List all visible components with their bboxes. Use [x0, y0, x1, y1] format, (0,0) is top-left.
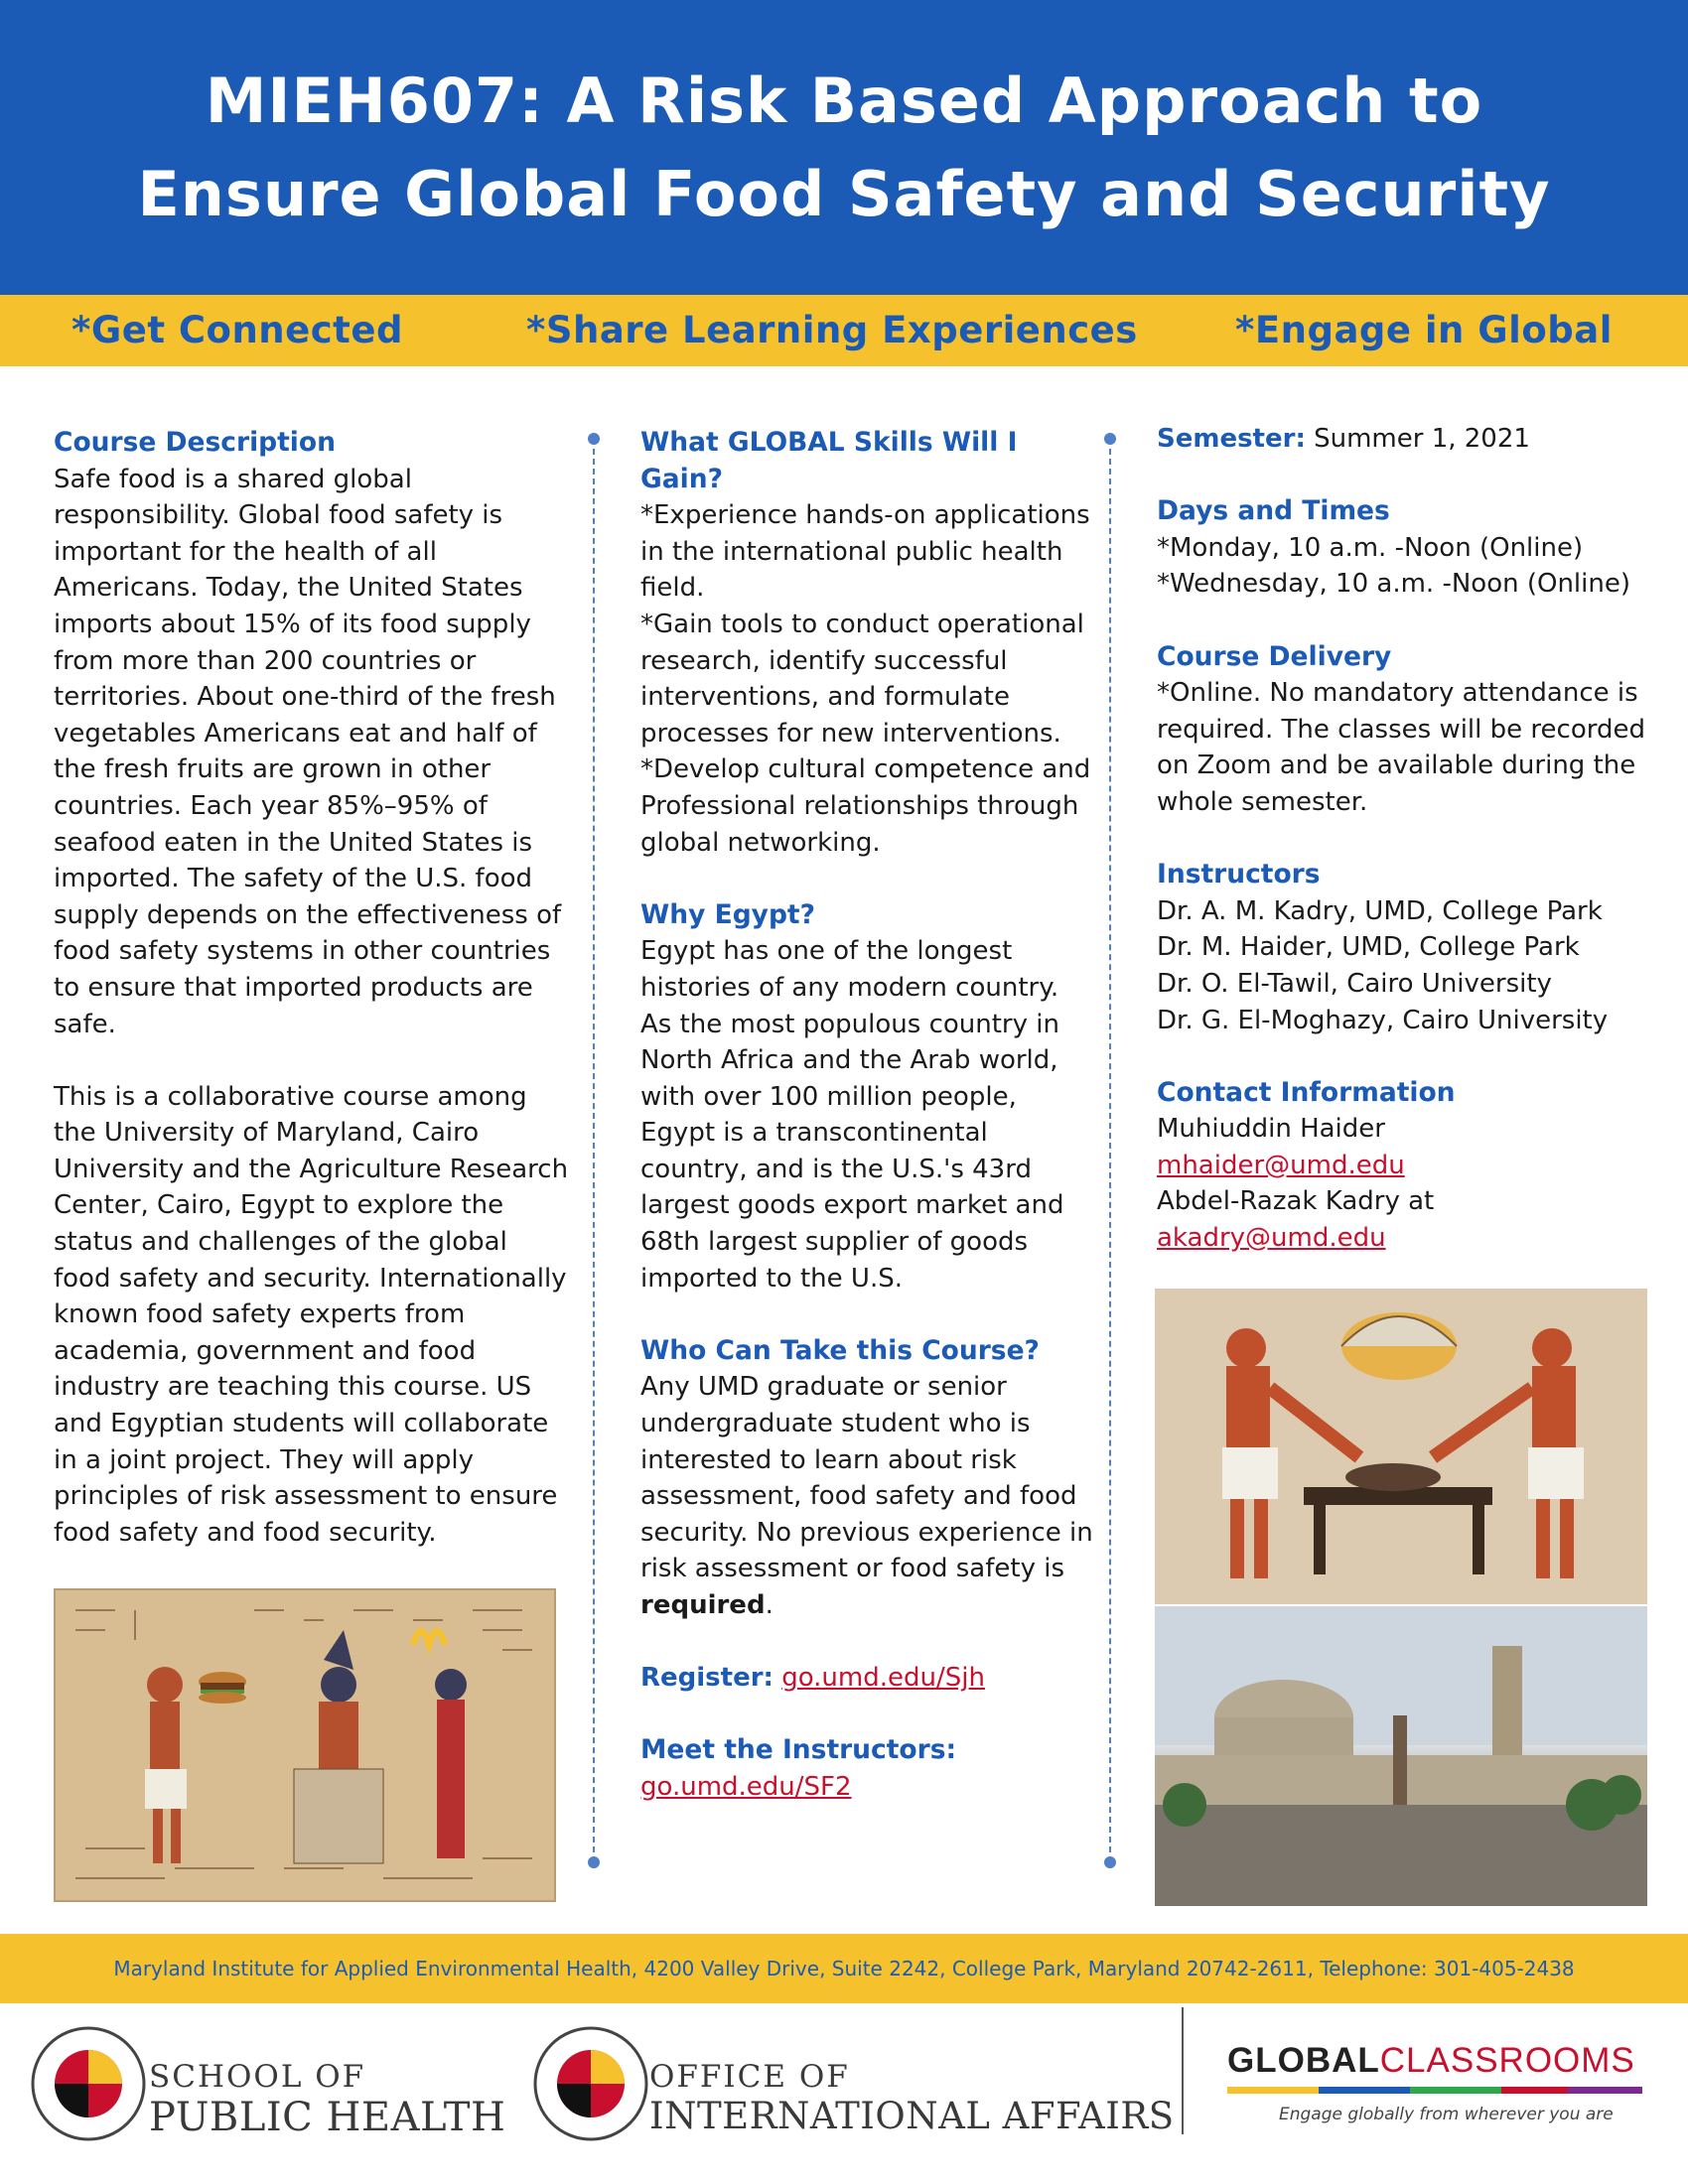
tagline-bar	[0, 295, 1688, 366]
column-logistics	[1157, 421, 1653, 1257]
egyptian-art-image	[54, 1588, 556, 1902]
why-egypt-text: Egypt has one of the longest histories of any modern country. As the most populous country in North Africa and the Arab world, with over 100 million people, Egypt is a transcontinental country, and is the U.S.'s 43rd largest goods export market and 68th largest supplier of goods imported to the U.S.	[640, 936, 1064, 1294]
semester-value: Summer 1, 2021	[1314, 424, 1530, 454]
meet-instructors-label: Meet the Instructors:	[640, 1734, 957, 1766]
umd-seal-icon	[30, 2025, 147, 2142]
register-line	[640, 1660, 1097, 1697]
days-times-item-2: *Wednesday, 10 a.m. -Noon (Online)	[1157, 569, 1631, 600]
who-can-take-period: .	[765, 1590, 774, 1620]
instructor-3: Dr. O. El-Tawil, Cairo University	[1157, 968, 1552, 999]
column-course-description	[54, 425, 570, 1551]
course-delivery-heading: Course Delivery	[1157, 640, 1392, 672]
oia-logo-line-1: OFFICE OF	[649, 2059, 850, 2095]
sph-logo-line-1: SCHOOL OF	[149, 2059, 366, 2095]
sph-logo-line-2: PUBLIC HEALTH	[149, 2095, 506, 2140]
skill-item-2: *Gain tools to conduct operational research, identify successful interventions, and formulate processes for new interventions.	[640, 609, 1084, 749]
course-description-para-1: Safe food is a shared global responsibility. Global food safety is important for the health of all Americans. Today, the United States imports about 15% of its food supply from more than 200 countries or territories. About one-third of the fresh vegetables Americans eat and half of the fresh fruits are grown in other countries. Each year 85%–95% of seafood eaten in the United States is imported. The safety of the U.S. food supply depends on the effectiveness of food safety systems in other countries to ensure that imported products are safe.	[54, 464, 562, 1039]
title-banner	[0, 0, 1688, 295]
campus-photo-icon	[1155, 1606, 1647, 1906]
contact-email-2[interactable]: akadry@umd.edu	[1157, 1223, 1386, 1254]
title-line-2: Ensure Global Food Safety and Security	[137, 157, 1551, 230]
contact-name-1: Muhiuddin Haider	[1157, 1114, 1385, 1145]
semester-line	[1157, 421, 1653, 458]
contact-email-1[interactable]: mhaider@umd.edu	[1157, 1150, 1405, 1180]
address-text: Maryland Institute for Applied Environmental Health, 4200 Valley Drive, Suite 2242, College Park, Maryland 20742-2611, Telephone: 301-405-2438	[113, 1957, 1575, 1980]
skill-item-3: *Develop cultural competence and Professional relationships through global networking.	[640, 754, 1091, 858]
contact-heading: Contact Information	[1157, 1076, 1456, 1108]
tagline-engage-global: *Engage in Global	[1235, 309, 1613, 351]
column-divider-1	[593, 439, 595, 1862]
global-classrooms-logo	[1227, 2041, 1635, 2081]
skill-item-1: *Experience hands-on applications in the international public health field.	[640, 500, 1090, 604]
semester-label: Semester:	[1157, 424, 1306, 454]
instructor-4: Dr. G. El-Moghazy, Cairo University	[1157, 1005, 1609, 1035]
contact-name-2: Abdel-Razak Kadry at	[1157, 1186, 1435, 1217]
egyptian-mural-icon	[56, 1590, 556, 1902]
course-description-heading: Course Description	[54, 427, 336, 458]
course-title	[137, 55, 1550, 241]
why-egypt-heading: Why Egypt?	[640, 898, 815, 930]
instructors-heading: Instructors	[1157, 859, 1321, 890]
course-description-para-2: This is a collaborative course among the University of Maryland, Cairo University and the Agriculture Research Center, Cairo, Egypt to explore the status and challenges of the global food safety and security. Internationally known food safety experts from academia, government and food industry are teaching this course. US and Egyptian students will collaborate in a joint project. They will apply principles of risk assessment to ensure food safety and food security.	[54, 1081, 569, 1548]
gc-color-bar	[1227, 2087, 1642, 2094]
who-can-take-heading: Who Can Take this Course?	[640, 1334, 1040, 1366]
course-delivery-text: *Online. No mandatory attendance is required. The classes will be recorded on Zoom and be available during the whole semester.	[1157, 678, 1645, 817]
title-line-1: MIEH607: A Risk Based Approach to	[205, 64, 1483, 137]
tagline-get-connected: *Get Connected	[71, 309, 403, 351]
days-times-heading: Days and Times	[1157, 495, 1390, 527]
who-can-take-emphasis: required	[640, 1590, 766, 1620]
who-can-take-body: Any UMD graduate or senior undergraduate student who is interested to learn about risk assessment, food safety and food security. No previous experience in risk assessment or food safety is	[640, 1372, 1093, 1584]
umd-seal-icon-2	[532, 2025, 649, 2142]
cairo-university-campus-image	[1155, 1606, 1647, 1906]
instructor-1: Dr. A. M. Kadry, UMD, College Park	[1157, 895, 1603, 926]
column-skills-egypt	[640, 425, 1097, 1806]
who-can-take-text	[640, 1369, 1097, 1623]
column-divider-2	[1109, 439, 1111, 1862]
tagline-share-learning: *Share Learning Experiences	[526, 309, 1138, 351]
register-label: Register:	[640, 1663, 774, 1694]
gc-logo-light: CLASSROOMS	[1379, 2041, 1635, 2080]
meet-instructors-link[interactable]: go.umd.edu/SF2	[640, 1771, 852, 1802]
egyptian-bakers-image	[1155, 1289, 1647, 1604]
skills-heading: What GLOBAL Skills Will I Gain?	[640, 427, 1018, 494]
register-link[interactable]: go.umd.edu/Sjh	[781, 1663, 985, 1694]
oia-logo-line-2: INTERNATIONAL AFFAIRS	[649, 2095, 1175, 2137]
bakers-mural-icon	[1155, 1289, 1647, 1604]
instructor-2: Dr. M. Haider, UMD, College Park	[1157, 932, 1580, 963]
gc-tagline: Engage globally from wherever you are	[1279, 2105, 1614, 2124]
logo-divider	[1182, 2007, 1184, 2134]
days-times-item-1: *Monday, 10 a.m. -Noon (Online)	[1157, 532, 1584, 563]
address-bar	[0, 1934, 1688, 2003]
gc-logo-bold: GLOBAL	[1227, 2041, 1380, 2080]
